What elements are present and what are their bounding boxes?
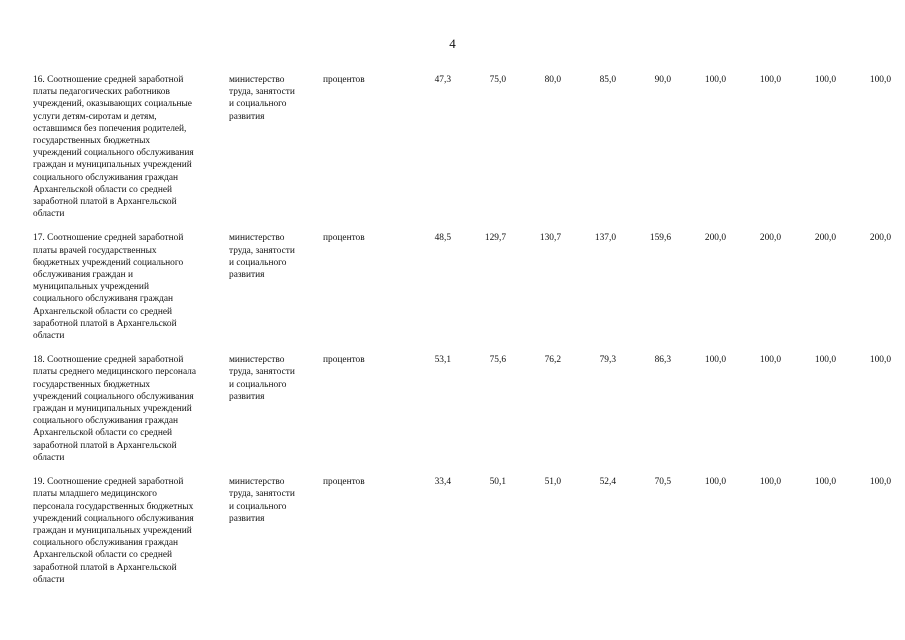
value-cell: 75,0 (489, 75, 506, 85)
indicator-name: 17. Соотношение средней заработной платы врачей государственных бюджетных учреждений социального обслуживания граждан и муниципальных учреждений социального обслуживаня граждан Архангельской области со средней заработной платой в Архангельской области (33, 233, 184, 342)
responsible-executor: министерство труда, занятости и социального развития (229, 477, 295, 524)
value-cell: 50,1 (489, 477, 506, 488)
unit-cell: процентов (323, 233, 365, 244)
value-cell: 53,1 (434, 355, 451, 366)
value-cell: 86,3 (654, 355, 671, 366)
indicator-name: 16. Соотношение средней заработной платы педагогических работников учреждений, оказывающих социальные услуги детям-сиротам и детям, оставшимся без попечения родителей, государственных бюджетных учреждений социального обслуживания граждан и муниципальных учреждений социального обслуживания граждан Архангельской области со средней заработной платой в Архангельской области (33, 75, 194, 220)
unit-cell: процентов (323, 477, 365, 488)
responsible-executor: министерство труда, занятости и социального развития (229, 75, 295, 122)
value-cell: 100,0 (869, 477, 891, 488)
value-cell: 200,0 (704, 233, 726, 244)
value-cell: 48,5 (434, 233, 451, 244)
value-cell: 200,0 (814, 233, 836, 244)
value-cell: 130,7 (539, 233, 561, 244)
value-cell: 100,0 (704, 355, 726, 366)
value-cell: 100,0 (759, 477, 781, 488)
value-cell: 137,0 (594, 233, 616, 244)
responsible-executor: министерство труда, занятости и социального развития (229, 233, 295, 281)
value-cell: 90,0 (654, 75, 671, 85)
value-cell: 76,2 (544, 355, 561, 366)
indicator-name: 18. Соотношение средней заработной платы среднего медицинского персонала государственных бюджетных учреждений социального обслуживания граждан и муниципальных учреждений социального обслуживания граждан Архангельской области со средней заработной платой в Архангельской области (33, 355, 197, 463)
value-cell: 100,0 (759, 355, 781, 366)
table-row (33, 74, 891, 232)
value-cell: 100,0 (869, 355, 891, 366)
value-cell: 47,3 (434, 75, 451, 85)
unit-cell: процентов (323, 75, 365, 85)
value-cell: 80,0 (544, 75, 561, 85)
value-cell: 70,5 (654, 477, 671, 488)
value-cell: 100,0 (869, 75, 891, 85)
value-cell: 100,0 (704, 477, 726, 488)
page-number: 4 (449, 36, 456, 51)
value-cell: 100,0 (704, 75, 726, 85)
value-cell: 100,0 (814, 75, 836, 85)
value-cell: 100,0 (759, 75, 781, 85)
value-cell: 159,6 (649, 233, 671, 244)
indicator-name: 19. Соотношение средней заработной платы младшего медицинского персонала государственных бюджетных учреждений социального обслуживания граждан и муниципальных учреждений социального обслуживания граждан Архангельской области со средней заработной платой в Архангельской области (33, 477, 194, 585)
value-cell: 85,0 (599, 75, 616, 85)
table-row (33, 476, 891, 586)
value-cell: 200,0 (869, 233, 891, 244)
value-cell: 33,4 (434, 477, 451, 488)
value-cell: 52,4 (599, 477, 616, 488)
value-cell: 100,0 (814, 477, 836, 488)
value-cell: 129,7 (484, 233, 506, 244)
value-cell: 79,3 (599, 355, 616, 366)
table-row (33, 232, 891, 354)
value-cell: 51,0 (544, 477, 561, 488)
value-cell: 200,0 (759, 233, 781, 244)
responsible-executor: министерство труда, занятости и социального развития (229, 355, 295, 402)
unit-cell: процентов (323, 355, 365, 366)
indicators-table (33, 74, 891, 586)
value-cell: 75,6 (489, 355, 506, 366)
table-row (33, 354, 891, 476)
value-cell: 100,0 (814, 355, 836, 366)
